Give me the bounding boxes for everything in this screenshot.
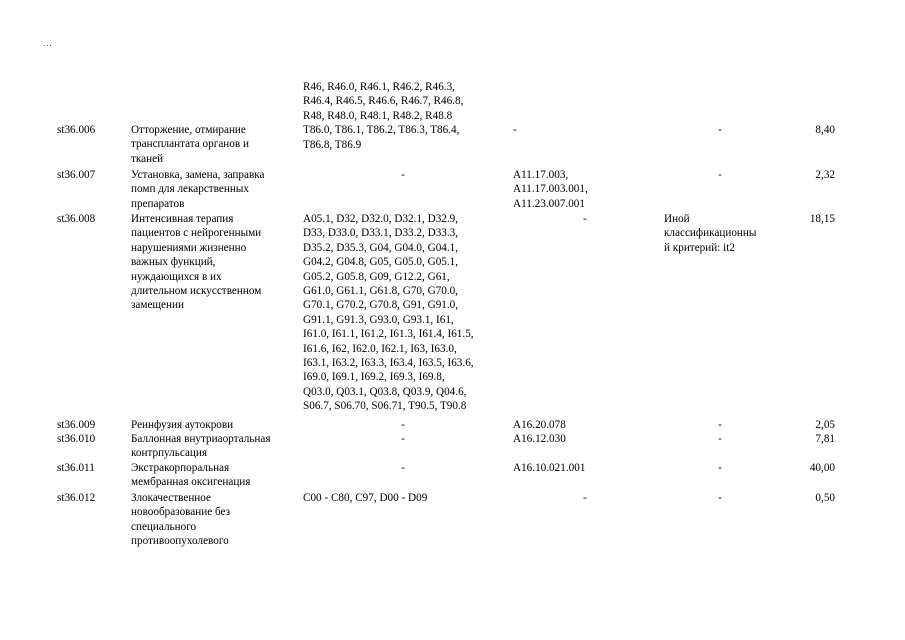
row-other-criteria: - <box>718 419 722 431</box>
row-name: Баллонная внутриаортальная контрпульсация <box>131 433 271 460</box>
row-coefficient: 0,50 <box>815 492 835 504</box>
row-coefficient: 2,05 <box>815 419 835 431</box>
row-diagnoses: - <box>401 462 405 474</box>
row-name: Установка, замена, заправка помп для лекарственных препаратов <box>131 169 265 210</box>
table-row <box>0 80 905 168</box>
row-code: st36.008 <box>57 213 96 225</box>
row-other-criteria: Иной классификационны й критерий: it2 <box>664 213 757 254</box>
row-coefficient: 40,00 <box>809 462 835 474</box>
row-services: A16.12.030 <box>513 433 566 445</box>
row-code: st36.007 <box>57 169 96 181</box>
table-row <box>0 168 905 212</box>
row-coefficient: 8,40 <box>815 124 835 136</box>
row-services: A11.17.003, A11.17.003.001, A11.23.007.001 <box>513 169 588 210</box>
row-services: A16.20.078 <box>513 419 566 431</box>
row-code: st36.012 <box>57 492 96 504</box>
row-name: Отторжение, отмирание трансплантата органов и тканей <box>131 124 249 165</box>
row-coefficient: 18,15 <box>809 213 835 225</box>
row-diagnoses: R46, R46.0, R46.1, R46.2, R46.3, R46.4, R46.5, R46.6, R46.7, R46.8, R48, R48.0, R48.1, R48.2, R48.8 T86.0, T86.1, T86.2, T86.3, T86.4, T86.8, T86.9 <box>303 81 464 151</box>
table-row <box>0 461 905 491</box>
row-name: Экстракорпоральная мембранная оксигенация <box>131 462 251 489</box>
row-code: st36.009 <box>57 419 96 431</box>
row-coefficient: 2,32 <box>815 169 835 181</box>
row-other-criteria: - <box>718 124 722 136</box>
row-other-criteria: - <box>718 492 722 504</box>
row-diagnoses: - <box>401 419 405 431</box>
table-row <box>0 491 905 549</box>
row-name: Злокачественное новообразование без специального противоопухолевого <box>131 492 231 548</box>
row-diagnoses: - <box>401 433 405 445</box>
row-code: st36.010 <box>57 433 96 445</box>
page-header-mark: ... <box>43 38 53 48</box>
row-other-criteria: - <box>718 169 722 181</box>
row-services: - <box>583 492 587 504</box>
row-other-criteria: - <box>718 462 722 474</box>
row-code: st36.006 <box>57 124 96 136</box>
row-diagnoses: A05.1, D32, D32.0, D32.1, D32.9, D33, D33.0, D33.1, D33.2, D33.3, D35.2, D35.3, G04, G04.0, G04.1, G04.2, G04.8, G05, G05.0, G05.1, G05.2, G05.8, G09, G12.2, G61, G61.0, G61.1, G61.8, G70, G70.0, G70.1, G70.2, G70.8, G91, G91.0, G91.1, G91.3, G93.0, G93.1, I61, I61.0, I61.1, I61.2, I61.3, I61.4, I61.5, I61.6, I62, I62.0, I62.1, I63, I63.0, I63.1, I63.2, I63.3, I63.4, I63.5, I63.6, I69.0, I69.1, I69.2, I69.3, I69.8, Q03.0, Q03.1, Q03.8, Q03.9, Q04.6, S06.7, S06.70, S06.71, T90.5, T90.8 <box>303 213 474 413</box>
table-row <box>0 432 905 461</box>
row-coefficient: 7,81 <box>815 433 835 445</box>
tariff-table <box>0 80 905 549</box>
row-diagnoses: C00 - C80, C97, D00 - D09 <box>303 492 428 504</box>
table-row <box>0 212 905 418</box>
row-code: st36.011 <box>57 462 95 474</box>
row-services: - <box>513 124 517 136</box>
row-services: A16.10.021.001 <box>513 462 586 474</box>
table-row <box>0 418 905 432</box>
row-other-criteria: - <box>718 433 722 445</box>
row-diagnoses: - <box>401 169 405 181</box>
row-name: Реинфузия аутокрови <box>131 419 234 431</box>
row-services: - <box>583 213 587 225</box>
row-name: Интенсивная терапия пациентов с нейрогенными нарушениями жизненно важных функций, нуждающихся в их длительном искусственном замещении <box>131 213 262 312</box>
